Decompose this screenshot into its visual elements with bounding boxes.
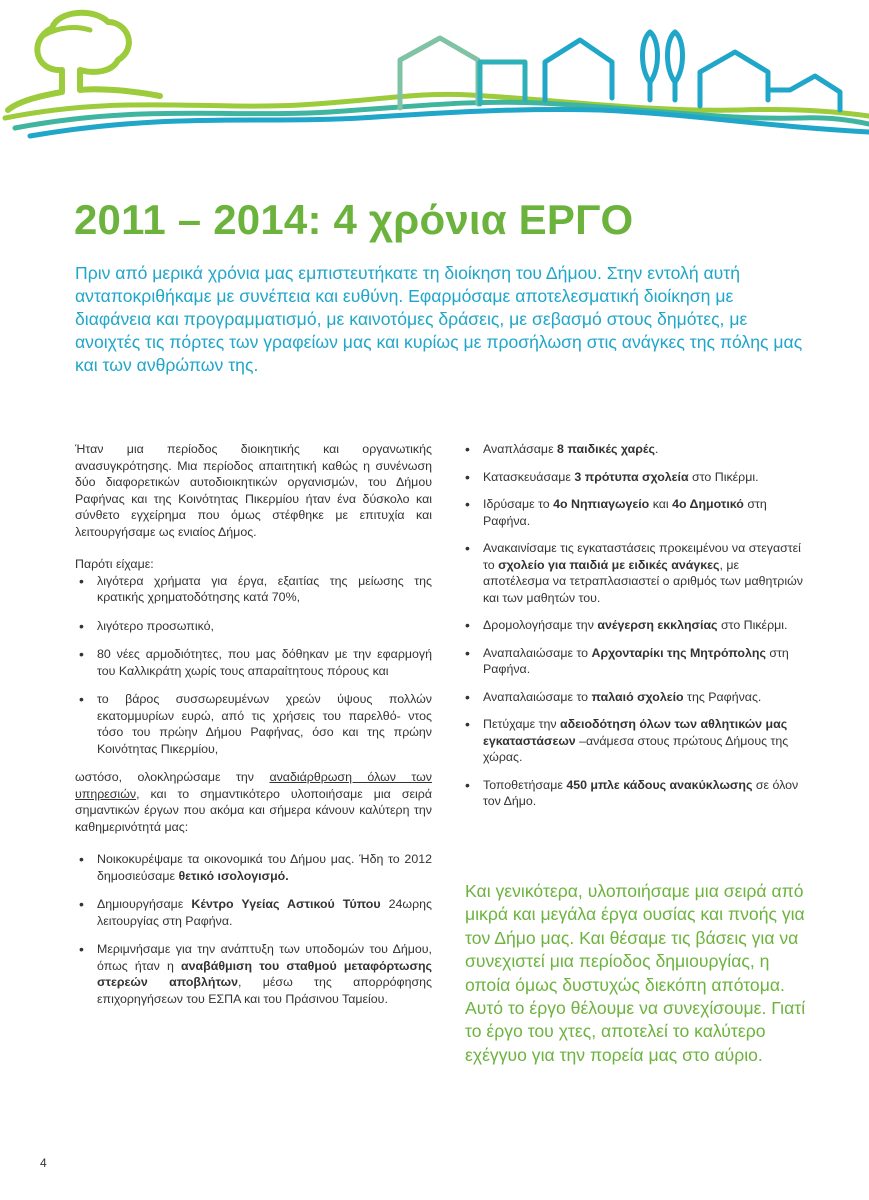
achievements-list-right <box>461 441 806 810</box>
bold-text: αδειοδότηση όλων των αθλητικών μας εγκαταστάσεων <box>483 717 788 748</box>
list-item: • λιγότερα χρήματα για έργα, εξαιτίας της μείωσης της κρατικής χρηματοδότησης κατά 70%, <box>75 573 432 606</box>
bold-text: Κέντρο Υγείας Αστικού Τύπου <box>191 897 381 911</box>
bold-text: 8 παιδικές χαρές <box>557 442 655 456</box>
text-run: της Ραφήνας. <box>683 689 762 704</box>
challenges-list <box>75 573 432 758</box>
text-run: ωστόσο, ολοκληρώσαμε την <box>75 770 270 784</box>
page-title: 2011 – 2014: 4 χρόνια ΕΡΓΟ <box>74 196 634 243</box>
list-item <box>461 689 806 706</box>
text-run: στο Πικέρμι. <box>688 469 759 484</box>
text-run: , με αποτέλεσμα να τετραπλασιαστεί ο αριθμός των μαθητριών και των μαθητών του. <box>483 557 803 605</box>
closing-quote: Και γενικότερα, υλοποιήσαμε μια σειρά από μικρά και μεγάλα έργα ουσίας και πνοής για τον Δήμο μας. Και θέσαμε τις βάσεις για να συνεχιστεί μια περίοδος δημιουργίας, η οποία όμως δυστυχώς διεκόπη απότομα. Αυτό το έργο θέλουμε να συνεχίσουμε. Γιατί το έργο του χτες, αποτελεί το καλύτερο εχέγγυο για την πορεία μας στο αύριο. <box>465 881 806 1065</box>
bold-text: 3 πρότυπα σχολεία <box>574 469 689 484</box>
text-run: Δημιουργήσαμε <box>97 897 192 911</box>
achievements-list-left <box>75 851 432 1007</box>
text-run: στη Ραφήνα. <box>483 645 789 676</box>
header-line-art <box>0 0 869 150</box>
text-run: Ιδρύσαμε το <box>483 497 554 511</box>
left-paragraph-2: Παρότι είχαμε: <box>75 557 154 571</box>
underlined-text: αναδιάρθρωση όλων των υπηρεσιών <box>75 770 432 801</box>
text-run: Αναπαλαιώσαμε το <box>483 645 592 660</box>
house-icon-3 <box>545 40 612 100</box>
bold-text: 4ο Δημοτικό <box>672 497 744 511</box>
text-run: Ανακαινίσαμε τις εγκαταστάσεις προκειμένου να στεγαστεί το <box>483 541 801 572</box>
bold-text: 450 μπλε κάδους ανακύκλωσης <box>566 777 753 792</box>
list-item <box>75 896 432 929</box>
text-run: στο Πικέρμι. <box>717 618 788 632</box>
left-paragraph-1: Ήταν μια περίοδος διοικητικής και οργανωτικής ανασυγκρότησης. Μια περίοδος απαιτητική καθώς η συνένωση δύο διαφορετικών αυτοδιοικητικών οργανισμών, του Δήμου Ραφήνας και της Κοινότητας Πικερμίου ήταν ένα δύσκολο και σύνθετο εγχείρημα που όμως στέφθηκε με επιτυχία και λειτουργήσαμε ως ενιαίος Δήμος. <box>75 442 432 539</box>
house-icon-4 <box>700 52 840 110</box>
text-run: και <box>649 497 673 511</box>
text-run: Νοικοκυρέψαμε τα οικονομικά του Δήμου μας. Ήδη το 2012 δημοσιεύσαμε <box>97 852 432 883</box>
text-run: Κατασκευάσαμε <box>483 469 575 484</box>
text-run: , μέσω της απορρόφησης επιχορηγήσεων του ΕΣΠΑ και του Πράσινου Ταμείου. <box>97 975 432 1006</box>
text-run: Τοποθετήσαμε <box>483 777 567 792</box>
intro-paragraph: Πριν από μερικά χρόνια μας εμπιστευτήκατε τη διοίκηση του Δήμου. Στην εντολή αυτή ανταποκριθήκαμε με συνέπεια και ευθύνη. Εφαρμόσαμε αποτελεσματική διοίκηση με διαφάνεια και προγραμματισμό, με καινοτόμες δράσεις, με σεβασμό στους δημότες, με ανοιχτές τις πόρτες των γραφείων μας και κυρίως με προσήλωση στις ανάγκες της πόλης μας και των ανθρώπων της. <box>75 263 803 375</box>
bold-text: 4ο Νηπιαγωγείο <box>553 497 650 511</box>
list-item <box>461 716 806 766</box>
cypress-tree-icon-2 <box>668 32 683 100</box>
list-item <box>461 540 806 606</box>
list-item <box>75 851 432 884</box>
bold-text: αναβάθμιση του σταθμού μεταφόρτωσης στερεών αποβλήτων <box>97 958 432 989</box>
page-number: 4 <box>40 1156 47 1170</box>
text-run: –ανάμεσα στους πρώτους Δήμους της χώρας. <box>483 733 789 764</box>
list-item <box>461 617 806 634</box>
text-run: σε όλον τον Δήμο. <box>483 777 799 808</box>
list-item <box>461 496 806 529</box>
text-run: . <box>654 442 659 456</box>
list-item <box>461 645 806 678</box>
list-item <box>461 441 806 458</box>
bold-text: θετικό ισολογισμό. <box>178 868 289 883</box>
left-paragraph-3 <box>75 769 432 835</box>
text-run: στη Ραφήνα. <box>483 497 767 528</box>
text-run: Αναπλάσαμε <box>483 442 558 456</box>
list-item <box>461 777 806 810</box>
bold-text: σχολείο για παιδιά με ειδικές ανάγκες <box>498 557 720 572</box>
bold-text: ανέγερση εκκλησίας <box>597 618 718 632</box>
text-run: , και το σημαντικότερο υλοποιήσαμε μια σειρά σημαντικών έργων που ακόμα και σήμερα κάνουν καλύτερη την καθημερινότητά μας: <box>75 786 432 834</box>
list-item: • το βάρος συσσωρευμένων χρεών ύψους πολλών εκατομμυρίων ευρώ, από τις χρήσεις του παρελθό- ντος τόσο του πρώην Δήμου Ραφήνας, όσο και της πρώην Κοινότητας Πικερμίου, <box>75 691 432 757</box>
text-run: 24ωρης λειτουργίας στη Ραφήνα. <box>97 897 433 928</box>
text-run: Αναπαλαιώσαμε το <box>483 689 592 704</box>
bold-text: παλαιό σχολείο <box>591 689 684 704</box>
list-item: • λιγότερο προσωπικό, <box>75 618 432 635</box>
text-run: Δρομολογήσαμε την <box>483 618 598 632</box>
text-run: Πετύχαμε την <box>483 717 561 731</box>
list-item: • 80 νέες αρμοδιότητες, που μας δόθηκαν με την εφαρμογή του Καλλικράτη χωρίς τους απαραίτητους πόρους και <box>75 646 432 679</box>
cypress-tree-icon-1 <box>643 32 658 100</box>
bold-text: Αρχονταρίκι της Μητρόπολης <box>591 645 766 660</box>
left-column <box>75 441 432 1007</box>
list-item <box>461 469 806 486</box>
list-item <box>75 941 432 1007</box>
right-column <box>461 441 806 821</box>
text-run: Μεριμνήσαμε για την ανάπτυξη των υποδομών του Δήμου, όπως ήταν η <box>97 942 432 973</box>
